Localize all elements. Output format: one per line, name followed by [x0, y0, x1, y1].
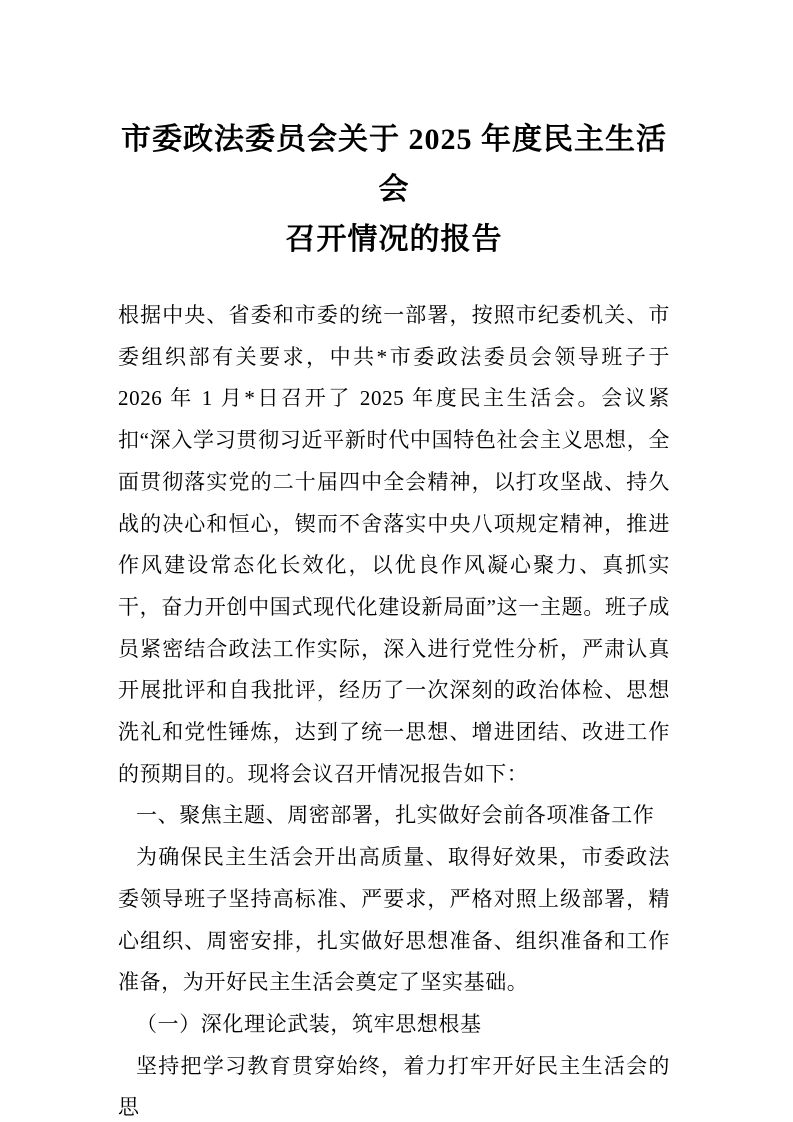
document-content-area: [118, 0, 670, 1122]
document-title: [118, 115, 670, 265]
title-line-1: 市委政法委员会关于 2025 年度民主生活会: [121, 123, 667, 206]
subsection-heading-1-1: （一）深化理论武装，筑牢思想根基: [136, 1011, 482, 1036]
section-heading-1: 一、聚焦主题、周密部署，扎实做好会前各项准备工作: [136, 803, 655, 828]
body-paragraph-preparation: 为确保民主生活会开出高质量、取得好效果，市委政法委领导班子坚持高标准、严要求，严格对照上级部署，精心组织、周密安排，扎实做好思想准备、组织准备和工作准备，为开好民主生活会奠定了坚实基础。: [118, 845, 670, 995]
document-body: [118, 295, 670, 1122]
title-line-2: 召开情况的报告: [285, 223, 503, 256]
body-paragraph-intro: 根据中央、省委和市委的统一部署，按照市纪委机关、市委组织部有关要求，中共*市委政法委员会领导班子于 2026 年 1 月*日召开了 2025 年度民主生活会。会议紧扣“深入学习贯彻习近平新时代中国特色社会主义思想，全面贯彻落实党的二十届四中全会精神，以打攻坚战、持久战的决心和恒心，锲而不舍落实中央八项规定精神，推进作风建设常态化长效化，以优良作风凝心聚力、真抓实干，奋力开创中国式现代化建设新局面”这一主题。班子成员紧密结合政法工作实际，深入进行党性分析，严肃认真开展批评和自我批评，经历了一次深刻的政治体检、思想洗礼和党性锤炼，达到了统一思想、增进团结、改进工作的预期目的。现将会议召开情况报告如下：: [118, 303, 670, 786]
body-paragraph-truncated: 坚持把学习教育贯穿始终，着力打牢开好民主生活会的思: [118, 1053, 670, 1120]
